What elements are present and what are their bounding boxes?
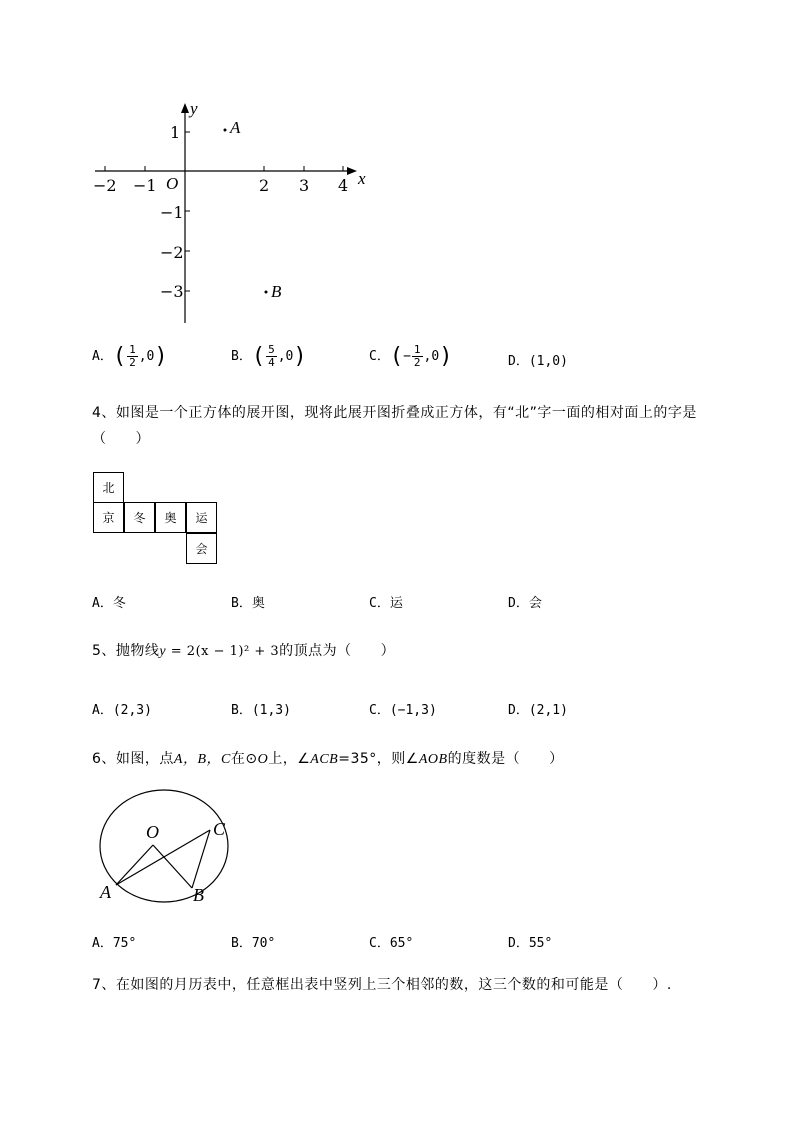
q4-option-b[interactable]: B．奥 — [231, 596, 265, 611]
q4-answer-paren: （ ） — [92, 431, 150, 447]
y-axis-arrow — [181, 103, 189, 113]
q3-option-a[interactable]: A．( $\frac{1}{2}$ ,0) — [92, 343, 168, 370]
q5-option-b[interactable]: B．(1,3) — [231, 703, 291, 718]
x-axis-arrow — [347, 167, 357, 175]
circle-diagram — [95, 788, 235, 908]
circle-o — [100, 790, 228, 902]
q6-option-d[interactable]: D．55° — [508, 936, 553, 951]
label-b: B — [193, 885, 204, 905]
q6-option-b[interactable]: B．70° — [231, 936, 276, 951]
q5-option-c[interactable]: C．(−1,3) — [369, 703, 437, 718]
net-cell-dong: 冬 — [124, 502, 155, 533]
q3-option-b[interactable]: B．( $\frac{5}{4}$ ,0) — [231, 343, 307, 370]
x-tick-label: −2 — [93, 176, 117, 195]
net-cell-hui: 会 — [186, 533, 217, 564]
q6-option-a[interactable]: A．75° — [92, 936, 137, 951]
point-b-dot — [265, 291, 268, 294]
q5-option-d[interactable]: D．(2,1) — [508, 703, 568, 718]
origin-label: O — [166, 174, 179, 193]
label-c: C — [213, 819, 226, 839]
q5-text: 5、抛物线y = 2(x − 1)² + 3的顶点为（ ） — [92, 643, 396, 659]
label-a: A — [100, 882, 111, 902]
q5-formula-y: y — [159, 644, 167, 659]
x-tick-label: 3 — [299, 176, 310, 195]
net-cell-ao: 奥 — [155, 502, 186, 533]
q4-option-a[interactable]: A．冬 — [92, 596, 126, 611]
label-o: O — [146, 822, 159, 842]
q5-formula: = 2(x − 1)² + 3 — [166, 644, 280, 659]
segment-oa — [116, 845, 153, 885]
y-tick-label: −2 — [160, 243, 184, 262]
point-b-label: B — [271, 282, 282, 301]
q7-text: 7、在如图的月历表中，任意框出表中竖列上三个相邻的数，这三个数的和可能是（ ）. — [92, 977, 672, 993]
x-tick-label: 4 — [338, 176, 349, 195]
q6-text: 6、如图，点A，B，C在⊙O上，∠ACB=35°，则∠AOB的度数是（ ） — [92, 751, 564, 767]
q4-option-d[interactable]: D．会 — [508, 596, 542, 611]
q4-text: 4、如图是一个正方体的展开图，现将此展开图折叠成正方体，有“北”字一面的相对面上的字是 — [92, 405, 697, 421]
net-cell-bei: 北 — [93, 472, 124, 503]
x-tick-label: −1 — [133, 176, 157, 195]
y-tick-label: −3 — [160, 282, 184, 301]
y-tick-label: 1 — [170, 123, 181, 142]
q3-option-d[interactable]: D．(1,0) — [508, 354, 568, 369]
q6-option-c[interactable]: C．65° — [369, 936, 414, 951]
net-cell-jing: 京 — [93, 502, 124, 533]
net-cell-yun: 运 — [186, 502, 217, 533]
q5-option-a[interactable]: A．(2,3) — [92, 703, 152, 718]
point-a-label: A — [230, 118, 241, 137]
x-tick-label: 2 — [259, 176, 270, 195]
x-axis-label: x — [358, 169, 366, 188]
cube-net — [93, 472, 219, 566]
q4-option-c[interactable]: C．运 — [369, 596, 403, 611]
point-a-dot — [224, 129, 227, 132]
q3-option-c[interactable]: C．(− $\frac{1}{2}$ ,0) — [369, 343, 453, 370]
y-tick-label: −1 — [160, 203, 184, 222]
y-axis-label: y — [190, 99, 198, 118]
